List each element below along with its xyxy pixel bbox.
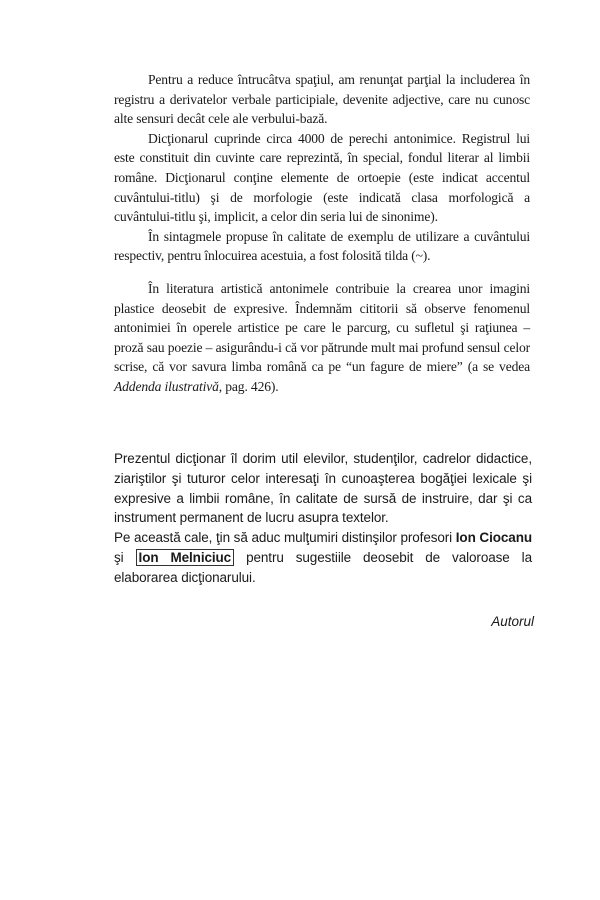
dedication-section [114, 449, 532, 588]
intro-paragraph-tilde: În sintagmele propuse în calitate de exemplu de utilizare a cuvântului respectiv, pentru înlocuirea acestuia, a fost folosită tilda (~). [114, 228, 530, 264]
addenda-title: Addenda ilustrativă [114, 378, 219, 394]
literature-paragraph [114, 279, 530, 397]
literature-text: În literatura artistică antonimele contribuie la crearea unor imagini plastice deosebit de expresive. Îndemnăm cititorii să observe fenomenul antonimiei în operele artistice pe care le parcurg, cu sufletul şi raţiunea – proză sau poezie – asigurându-i că vor pătrunde mult mai profund sensul celor scrise, că vor savura limba română ca pe “un fagure de miere” (a se vedea [114, 281, 530, 375]
intro-paragraph-registry: Dicţionarul cuprinde circa 4000 de perechi antonimice. Registrul lui este constituit din cuvinte care reprezintă, în special, fondul literar al limbii române. Dicţionarul conţine elemente de ortoepie (este indicat accentul cuvântului-titlu) şi de morfologie (este indicată clasa morfologică a cuvântului-titlu şi, implicit, a celor din seria lui de sinonime). [114, 130, 530, 225]
professor-name-2: Ion Melniciuc [136, 549, 235, 566]
professor-name-1: Ion Ciocanu [455, 530, 532, 546]
literature-section [114, 279, 530, 397]
dedication-paragraph: Prezentul dicţionar îl dorim util elevilor, studenţilor, cadrelor didactice, ziariştilor şi tuturor celor interesaţi în cunoaşterea bogăţiei lexicale şi expresive a limbii române, în calitate de sursă de instruire, dar şi ca instrument permanent de lucru asupra textelor. [114, 451, 532, 526]
thanks-text-end: pentru sugestiile deosebit de valoroase la elaborarea dicţionarului. [114, 549, 532, 585]
conjunction: şi [114, 549, 136, 565]
intro-paragraph-participles: Pentru a reduce întrucâtva spaţiul, am renunţat parţial la includerea în registru a derivatelor verbale participiale, devenite adjective, care nu cunosc alte sensuri decât cele ale verbului-bază. [114, 72, 530, 127]
author-signature: Autorul [491, 614, 534, 629]
thanks-paragraph [114, 528, 532, 587]
thanks-text: Pe această cale, ţin să aduc mulţumiri distinşilor profesori [114, 530, 456, 546]
literature-text-end: , pag. 426). [218, 378, 279, 394]
intro-section [114, 70, 530, 266]
